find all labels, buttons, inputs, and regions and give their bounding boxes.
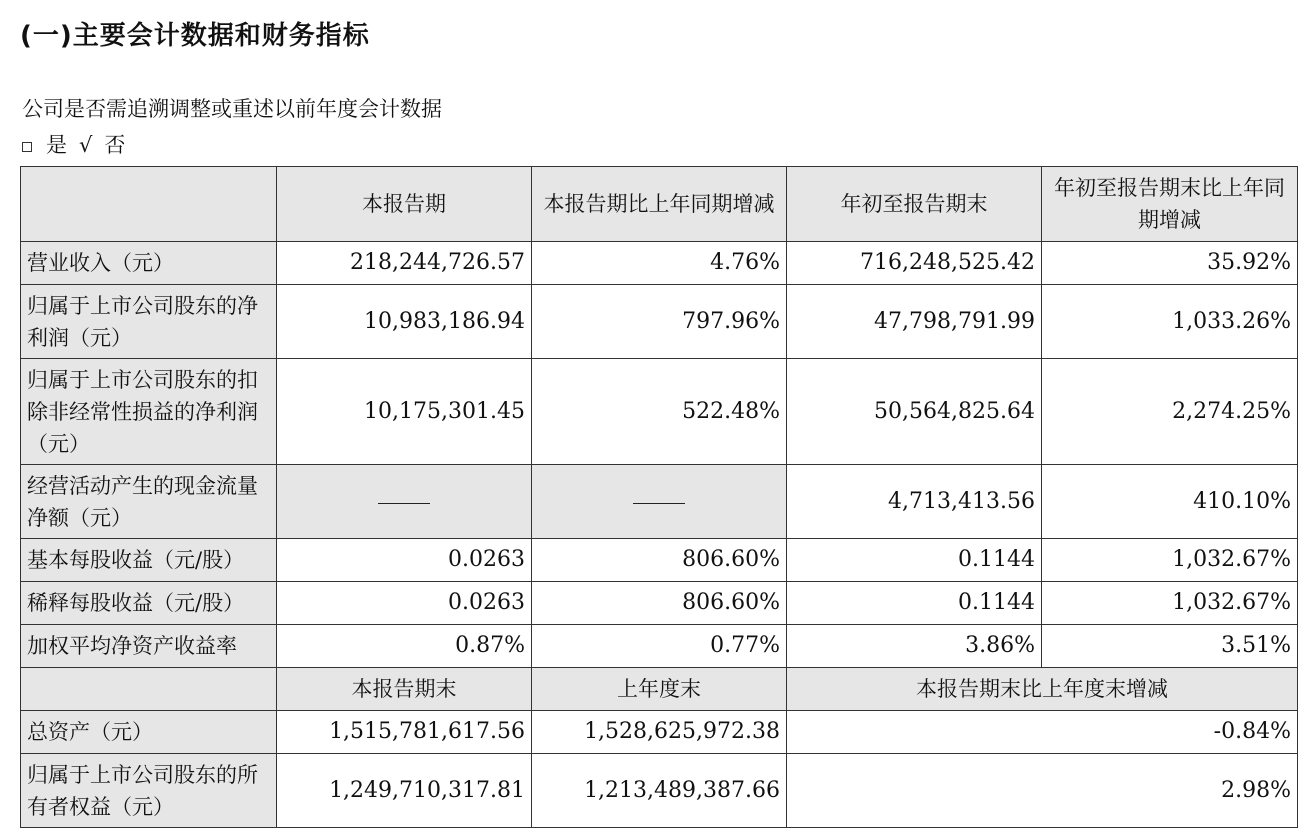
cell-value: 50,564,825.64: [787, 359, 1042, 465]
subheader-corner: [21, 668, 277, 711]
cell-value: 1,032.67%: [1042, 539, 1298, 582]
cell-value: 410.10%: [1042, 465, 1298, 539]
row-label: 总资产（元）: [21, 711, 277, 754]
restatement-question: 公司是否需追溯调整或重述以前年度会计数据: [22, 97, 442, 121]
table-subheader-row: [21, 668, 1298, 711]
header-cell: 年初至报告期末: [787, 167, 1042, 242]
table-row: [21, 242, 1298, 285]
cell-value: 4,713,413.56: [787, 465, 1042, 539]
not-applicable-cell: [277, 465, 532, 539]
cell-value: 806.60%: [532, 582, 787, 625]
row-label: 归属于上市公司股东的净利润（元）: [21, 285, 277, 359]
table-row: [21, 582, 1298, 625]
table-row: [21, 359, 1298, 465]
cell-value: 0.77%: [532, 625, 787, 668]
table-row: [21, 625, 1298, 668]
cell-value: 47,798,791.99: [787, 285, 1042, 359]
empty-checkbox-icon: [22, 142, 32, 152]
header-cell: 本报告期末比上年度末增减: [787, 668, 1298, 711]
cell-value: 0.0263: [277, 582, 532, 625]
cell-value: 1,528,625,972.38: [532, 711, 787, 754]
cell-value: 2.98%: [787, 754, 1298, 828]
table-header-row: [21, 167, 1298, 242]
table-row: [21, 285, 1298, 359]
restatement-choice: [22, 130, 125, 160]
cell-value: 0.1144: [787, 582, 1042, 625]
row-label: 营业收入（元）: [21, 242, 277, 285]
cell-value: 1,033.26%: [1042, 285, 1298, 359]
choice-yes-label: 是: [46, 133, 67, 157]
cell-value: 716,248,525.42: [787, 242, 1042, 285]
cell-value: 797.96%: [532, 285, 787, 359]
row-label: 稀释每股收益（元/股）: [21, 582, 277, 625]
cell-value: -0.84%: [787, 711, 1298, 754]
header-cell: 年初至报告期末比上年同期增减: [1042, 167, 1298, 242]
table-row: [21, 711, 1298, 754]
cell-value: 1,515,781,617.56: [277, 711, 532, 754]
row-label: 经营活动产生的现金流量净额（元）: [21, 465, 277, 539]
row-label: 基本每股收益（元/股）: [21, 539, 277, 582]
row-label: 归属于上市公司股东的扣除非经常性损益的净利润（元）: [21, 359, 277, 465]
section-heading: (一)主要会计数据和财务指标: [20, 21, 370, 51]
cell-value: 0.1144: [787, 539, 1042, 582]
row-label: 加权平均净资产收益率: [21, 625, 277, 668]
not-applicable-cell: [532, 465, 787, 539]
cell-value: 218,244,726.57: [277, 242, 532, 285]
header-cell: 上年度末: [532, 668, 787, 711]
header-cell: 本报告期: [277, 167, 532, 242]
cell-value: 522.48%: [532, 359, 787, 465]
cell-value: 4.76%: [532, 242, 787, 285]
cell-value: 1,032.67%: [1042, 582, 1298, 625]
header-cell: 本报告期末: [277, 668, 532, 711]
cell-value: 10,983,186.94: [277, 285, 532, 359]
tick-icon: √: [79, 133, 93, 157]
cell-value: 0.87%: [277, 625, 532, 668]
choice-no-label: 否: [104, 133, 126, 157]
financial-indicators-table: [20, 166, 1298, 828]
dash-mark: [633, 503, 685, 504]
dash-mark: [378, 503, 430, 504]
table-row: [21, 465, 1298, 539]
table-row: [21, 539, 1298, 582]
row-label: 归属于上市公司股东的所有者权益（元）: [21, 754, 277, 828]
cell-value: 3.51%: [1042, 625, 1298, 668]
cell-value: 0.0263: [277, 539, 532, 582]
cell-value: 2,274.25%: [1042, 359, 1298, 465]
header-corner: [21, 167, 277, 242]
cell-value: 10,175,301.45: [277, 359, 532, 465]
table-row: [21, 754, 1298, 828]
cell-value: 35.92%: [1042, 242, 1298, 285]
cell-value: 806.60%: [532, 539, 787, 582]
cell-value: 1,213,489,387.66: [532, 754, 787, 828]
cell-value: 3.86%: [787, 625, 1042, 668]
cell-value: 1,249,710,317.81: [277, 754, 532, 828]
header-cell: 本报告期比上年同期增减: [532, 167, 787, 242]
